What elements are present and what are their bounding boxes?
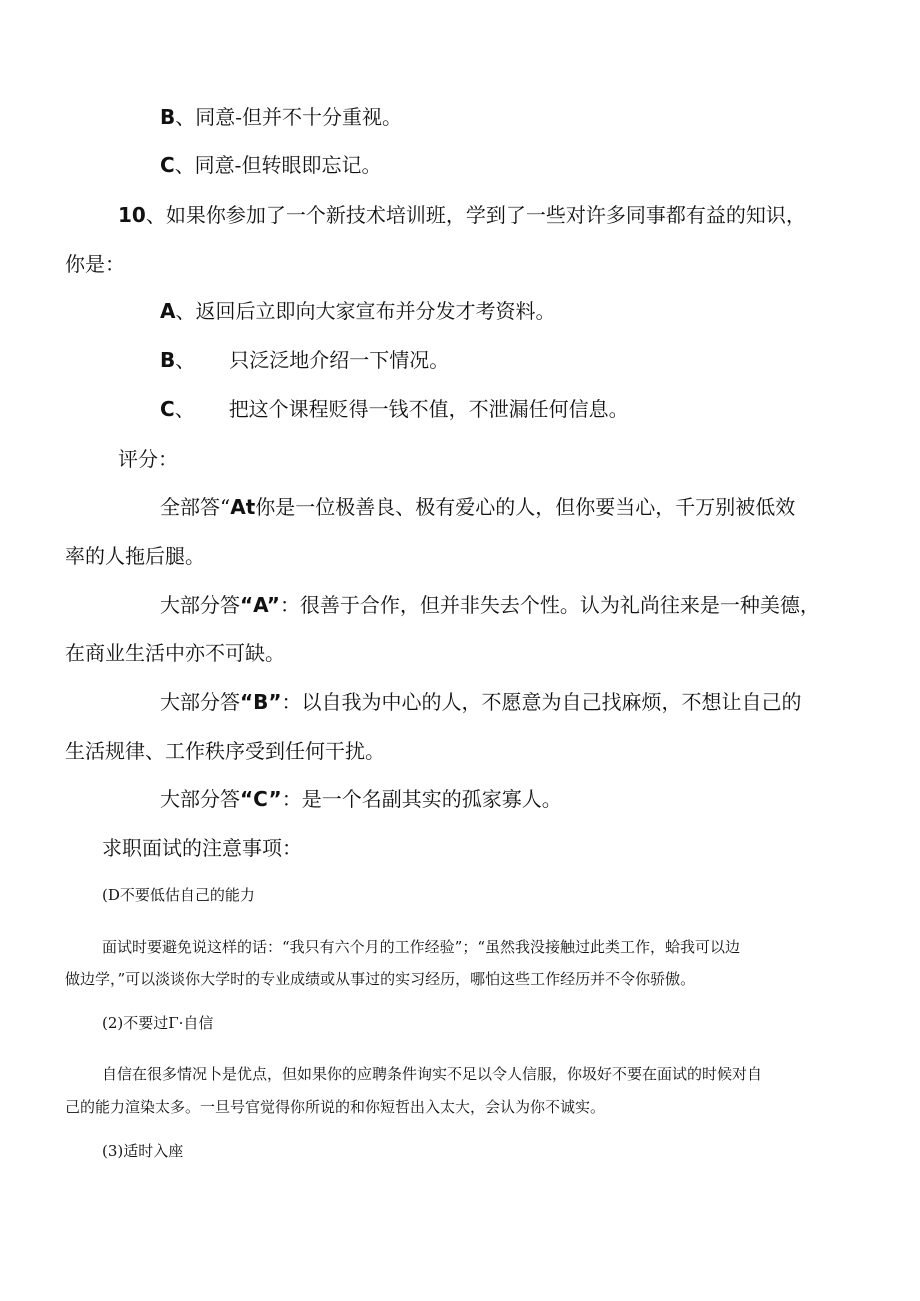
- scoring-most-a-label: “A”: [240, 593, 280, 617]
- interview-tip2-title: (2)不要过Γ·自信: [102, 1014, 214, 1032]
- q10-option-b-text: 只泛泛地介绍一下情况。: [229, 348, 450, 372]
- interview-tip2-line1: 自信在很多情况卜是优点，但如果你的应聘条件询实不足以令人信服，你圾好不要在面试的时候对自: [102, 1065, 763, 1083]
- q9-option-c-label: C: [160, 153, 175, 177]
- interview-heading: 求职面试的注意事项：: [102, 836, 302, 860]
- q10-option-c: [160, 396, 629, 422]
- scoring-all-a-line2: 率的人拖后腿。: [65, 544, 205, 568]
- interview-tip1-title: (D不要低估自己的能力: [102, 886, 255, 904]
- scoring-all-a-prefix: 全部答“: [160, 495, 231, 519]
- q10-option-b-label: B: [160, 348, 176, 372]
- q10-option-c-text: 把这个课程贬得一钱不值，不泄漏任何信息。: [228, 397, 629, 421]
- scoring-most-a-line2: 在商业生活中亦不可缺。: [65, 641, 285, 665]
- q10-question-line1: [118, 202, 806, 228]
- q10-option-c-sep: 、: [174, 397, 195, 421]
- interview-tip1-line2: 做边学，”可以淡谈你大学时的专业成绩或从事过的实习经历，哪怕这些工作经历并不令你骄傲。: [65, 970, 696, 988]
- scoring-heading: 评分：: [118, 447, 178, 471]
- scoring-most-b-prefix: 大部分答: [160, 690, 240, 714]
- interview-tip1-line1: 面试时要避免说这样的话：“我只有六个月的工作经验”；“虽然我没接触过此类工作，蛤我可以边: [102, 938, 741, 956]
- scoring-most-b-text-1: ：以自我为中心的人，不愿意为自己找麻烦，不想让自己的: [281, 690, 802, 714]
- q10-question-text-1: 、如果你参加了一个新技术培训班，学到了一些对许多同事都有益的知识，: [145, 203, 806, 227]
- scoring-most-c-prefix: 大部分答: [160, 787, 240, 811]
- interview-tip3-title: (3)适时入座: [102, 1142, 184, 1160]
- interview-tip2-line2: 己的能力渲染太多。一旦号官觉得你所说的和你短哲出入太大，会认为你不诚实。: [65, 1098, 606, 1116]
- q9-option-b-label: B: [160, 105, 176, 129]
- scoring-most-c-label: “C”: [240, 787, 282, 811]
- q10-question-line2: 你是：: [65, 252, 125, 276]
- scoring-all-a-text-1: 你是一位极善良、极有爱心的人，但你要当心，千万别被低效: [255, 495, 796, 519]
- scoring-most-a-text-1: ：很善于合作，但并非失去个性。认为礼尚往来是一种美德，: [279, 593, 820, 617]
- q10-number: 10: [118, 203, 146, 227]
- scoring-most-a-prefix: 大部分答: [160, 593, 240, 617]
- scoring-most-b-line2: 生活规律、工作秩序受到任何干扰。: [65, 739, 385, 763]
- scoring-all-a-label: At: [230, 495, 256, 519]
- q9-option-b-text: 、同意-但并不十分重视。: [175, 105, 403, 129]
- q9-option-c: [160, 152, 381, 178]
- scoring-most-a-line1: [160, 592, 820, 618]
- scoring-most-c-text-1: ：是一个名副其实的孤家寡人。: [281, 787, 562, 811]
- q10-option-a-text: 、返回后立即向大家宣布并分发才考资料。: [175, 299, 556, 323]
- q10-option-b-sep: 、: [175, 348, 196, 372]
- scoring-most-c-line1: [160, 786, 562, 812]
- q10-option-a: [160, 298, 555, 324]
- scoring-most-b-label: “B”: [240, 690, 282, 714]
- scoring-most-b-line1: [160, 689, 802, 715]
- q10-option-a-label: A: [160, 299, 176, 323]
- q10-option-c-label: C: [160, 397, 175, 421]
- scoring-all-a-line1: [160, 494, 795, 520]
- q9-option-b: [160, 104, 402, 130]
- q9-option-c-text: 、同意-但转眼即忘记。: [174, 153, 382, 177]
- q10-option-b: [160, 347, 449, 373]
